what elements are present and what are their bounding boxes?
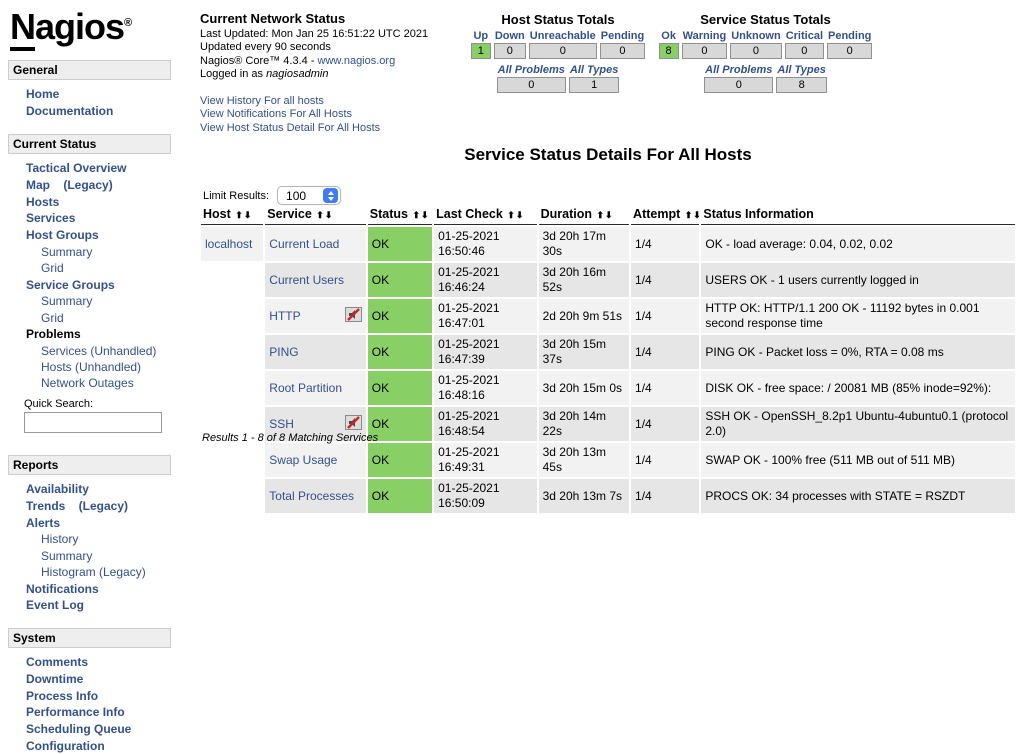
attempt-cell: 1/4 (631, 407, 699, 441)
sidebar-item-hostgroup-summary[interactable]: Summary (41, 244, 93, 259)
sidebar-item-scheduling-queue[interactable]: Scheduling Queue (26, 722, 132, 737)
last-check-cell: 01-25-2021 16:50:46 (434, 227, 537, 261)
sidebar-item-hosts[interactable]: Hosts (26, 194, 60, 209)
status-cell: OK (368, 263, 432, 297)
host-cell (201, 335, 263, 369)
service-unknown-label[interactable]: Unknown (731, 30, 781, 42)
service-totals-secondary (701, 63, 830, 94)
sidebar-label-problems: Problems (26, 327, 81, 342)
col-service: Service ⬆⬇ (265, 205, 366, 225)
limit-results-value: 100 (286, 188, 307, 203)
status-info-cell: DISK OK - free space: / 20081 MB (85% inode=92%): (701, 371, 1015, 405)
status-cell: OK (368, 227, 432, 261)
last-check-cell: 01-25-2021 16:48:16 (434, 371, 537, 405)
sidebar (8, 60, 171, 754)
service-cell[interactable] (265, 335, 366, 369)
host-link[interactable]: localhost (205, 236, 253, 251)
table-header-row (201, 205, 1015, 225)
col-host: Host ⬆⬇ (201, 205, 263, 225)
sidebar-item-hosts-unhandled[interactable]: Hosts (Unhandled) (41, 360, 142, 375)
sort-desc-icon[interactable]: ⬇ (324, 210, 333, 220)
service-link[interactable]: SSH (269, 416, 294, 431)
host-cell[interactable] (201, 227, 263, 261)
col-status: Status ⬆⬇ (368, 205, 432, 225)
service-link[interactable]: HTTP (269, 308, 301, 323)
section-general: General (8, 60, 171, 80)
last-check-cell: 01-25-2021 16:47:39 (434, 335, 537, 369)
service-pending-label[interactable]: Pending (828, 30, 872, 42)
sidebar-item-comments[interactable]: Comments (26, 655, 89, 670)
host-down-label[interactable]: Down (494, 30, 525, 42)
host-all-problems-count[interactable]: 0 (497, 77, 566, 93)
quick-search-label: Quick Search: (24, 397, 94, 410)
service-ok-count[interactable]: 8 (659, 43, 679, 59)
status-cell: OK (368, 407, 432, 441)
sidebar-item-documentation[interactable]: Documentation (26, 104, 114, 119)
service-all-problems-count[interactable]: 0 (704, 77, 773, 93)
network-status-title: Current Network Status (200, 11, 346, 26)
sort-desc-icon[interactable]: ⬇ (515, 210, 524, 220)
nagios-org-link[interactable]: www.nagios.org (317, 54, 396, 67)
host-up-count[interactable]: 1 (471, 43, 491, 59)
sidebar-item-map-legacy[interactable]: Map (Legacy) (26, 177, 113, 192)
service-pending-count[interactable]: 0 (827, 43, 872, 59)
sidebar-item-alerts-history[interactable]: History (41, 532, 79, 547)
service-ok-label[interactable]: Ok (661, 30, 676, 42)
status-info-cell: SWAP OK - 100% free (511 MB out of 511 MB) (701, 443, 1015, 477)
duration-cell: 3d 20h 15m 0s (539, 371, 629, 405)
host-unreachable-count[interactable]: 0 (529, 43, 597, 59)
attempt-cell: 1/4 (631, 227, 699, 261)
table-row (201, 371, 1015, 405)
service-link[interactable]: Current Users (269, 272, 344, 287)
duration-cell: 3d 20h 15m 37s (539, 335, 629, 369)
host-all-types-label[interactable]: All Types (569, 64, 619, 76)
table-row (201, 263, 1015, 297)
host-down-count[interactable]: 0 (494, 43, 526, 59)
service-cell[interactable] (265, 479, 366, 513)
status-cell: OK (368, 299, 432, 333)
service-cell[interactable] (265, 299, 366, 333)
attempt-cell: 1/4 (631, 335, 699, 369)
attempt-cell: 1/4 (631, 479, 699, 513)
service-warning-count[interactable]: 0 (682, 43, 728, 59)
sidebar-item-alerts-summary[interactable]: Summary (41, 548, 93, 563)
service-link[interactable]: Swap Usage (269, 452, 338, 467)
last-updated: Last Updated: Mon Jan 25 16:51:22 UTC 2021 (200, 27, 429, 40)
last-check-cell: 01-25-2021 16:49:31 (434, 443, 537, 477)
table-row (201, 227, 1015, 261)
version-line: Nagios® Core™ 4.3.4 - www.nagios.org (200, 54, 396, 67)
status-cell: OK (368, 371, 432, 405)
sort-desc-icon[interactable]: ⬇ (421, 210, 429, 220)
network-status-info (200, 12, 445, 135)
status-info-cell: OK - load average: 0.04, 0.02, 0.02 (701, 227, 1015, 261)
results-count: Results 1 - 8 of 8 Matching Services (202, 432, 379, 444)
host-up-label[interactable]: Up (473, 30, 489, 42)
last-check-cell: 01-25-2021 16:47:01 (434, 299, 537, 333)
status-cell: OK (368, 443, 432, 477)
sidebar-item-availability[interactable]: Availability (26, 482, 89, 497)
host-pending-label[interactable]: Pending (600, 30, 645, 42)
registered-mark: ® (124, 17, 132, 29)
sidebar-item-service-groups[interactable]: Service Groups (26, 277, 115, 292)
status-info-cell: HTTP OK: HTTP/1.1 200 OK - 11192 bytes in 0.001 second response time (701, 299, 1015, 333)
status-info-cell: USERS OK - 1 users currently logged in (701, 263, 1015, 297)
last-check-cell: 01-25-2021 16:48:54 (434, 407, 537, 441)
page-title: Service Status Details For All Hosts (464, 145, 752, 164)
sidebar-item-event-log[interactable]: Event Log (26, 598, 85, 613)
attempt-cell: 1/4 (631, 263, 699, 297)
sidebar-item-downtime[interactable]: Downtime (26, 671, 84, 686)
host-cell (201, 299, 263, 333)
sort-asc-icon[interactable]: ⬆ (235, 210, 243, 220)
status-cell: OK (368, 479, 432, 513)
sidebar-item-configuration[interactable]: Configuration (26, 738, 105, 753)
host-cell (201, 479, 263, 513)
service-link[interactable]: Root Partition (269, 380, 342, 395)
host-totals-grid (468, 29, 648, 60)
duration-cell: 3d 20h 17m 30s (539, 227, 629, 261)
service-all-types-count[interactable]: 8 (776, 77, 827, 93)
section-reports: Reports (8, 455, 171, 475)
host-pending-count[interactable]: 0 (600, 43, 645, 59)
logo-text: agios (35, 6, 125, 47)
service-all-types-label[interactable]: All Types (777, 64, 826, 76)
service-cell[interactable] (265, 227, 366, 261)
duration-cell: 2d 20h 9m 51s (539, 299, 629, 333)
service-critical-count[interactable]: 0 (785, 43, 824, 59)
host-totals-secondary (494, 63, 623, 94)
sort-desc-icon[interactable]: ⬇ (693, 210, 701, 220)
view-links (200, 95, 445, 136)
last-check-cell: 01-25-2021 16:50:09 (434, 479, 537, 513)
sidebar-item-performance-info[interactable]: Performance Info (26, 705, 125, 720)
sidebar-item-services[interactable]: Services (26, 211, 76, 226)
host-status-totals (438, 12, 678, 94)
service-link[interactable]: Total Processes (269, 488, 354, 503)
status-info-cell: PROCS OK: 34 processes with STATE = RSZDT (701, 479, 1015, 513)
quick-search-input[interactable] (24, 412, 162, 433)
duration-cell: 3d 20h 13m 7s (539, 479, 629, 513)
sidebar-item-notifications[interactable]: Notifications (26, 581, 99, 596)
service-status-table (199, 203, 1017, 515)
sidebar-item-network-outages[interactable]: Network Outages (41, 376, 134, 391)
status-info-cell: SSH OK - OpenSSH_8.2p1 Ubuntu-4ubuntu0.1 (protocol 2.0) (701, 407, 1015, 441)
service-cell[interactable] (265, 371, 366, 405)
attempt-cell: 1/4 (631, 371, 699, 405)
notifications-disabled-icon (345, 415, 362, 434)
host-all-problems-label[interactable]: All Problems (497, 64, 565, 76)
limit-results-label: Limit Results: (203, 189, 270, 202)
duration-cell: 3d 20h 16m 52s (539, 263, 629, 297)
sidebar-item-tactical-overview[interactable]: Tactical Overview (26, 160, 127, 175)
section-system: System (8, 628, 171, 648)
section-current-status: Current Status (8, 134, 171, 154)
sidebar-item-alerts[interactable]: Alerts (26, 515, 61, 530)
service-link[interactable]: PING (269, 344, 299, 359)
sidebar-item-home[interactable]: Home (26, 87, 60, 102)
host-cell (201, 371, 263, 405)
view-notifications-link[interactable]: View Notifications For All Hosts (200, 108, 353, 120)
sidebar-item-trends-legacy[interactable]: Trends (Legacy) (26, 498, 129, 513)
col-last-check: Last Check ⬆⬇ (434, 205, 537, 225)
view-host-status-link[interactable]: View Host Status Detail For All Hosts (200, 121, 381, 134)
service-unknown-count[interactable]: 0 (730, 43, 782, 59)
host-totals-title: Host Status Totals (501, 12, 615, 27)
select-stepper-icon (323, 188, 338, 203)
service-cell[interactable] (265, 263, 366, 297)
host-all-types-count[interactable]: 1 (569, 77, 620, 93)
col-duration: Duration ⬆⬇ (539, 205, 629, 225)
sort-asc-icon[interactable]: ⬆ (507, 210, 515, 220)
update-interval: Updated every 90 seconds (200, 41, 331, 53)
sidebar-item-hostgroup-grid[interactable]: Grid (41, 261, 64, 276)
service-cell[interactable] (265, 443, 366, 477)
duration-cell: 3d 20h 14m 22s (539, 407, 629, 441)
sidebar-item-servicegroup-summary[interactable]: Summary (41, 294, 93, 309)
service-link[interactable]: Current Load (269, 236, 340, 251)
col-attempt: Attempt ⬆⬇ (631, 205, 699, 225)
last-check-cell: 01-25-2021 16:46:24 (434, 263, 537, 297)
host-cell (201, 443, 263, 477)
table-row (201, 299, 1015, 333)
sidebar-item-servicegroup-grid[interactable]: Grid (41, 310, 64, 325)
status-cell: OK (368, 335, 432, 369)
table-row (201, 335, 1015, 369)
service-all-problems-label[interactable]: All Problems (705, 64, 773, 76)
logged-in-line: Logged in as nagiosadmin (200, 68, 329, 80)
host-cell (201, 263, 263, 297)
table-row (201, 443, 1015, 477)
sidebar-item-process-info[interactable]: Process Info (26, 688, 99, 703)
service-status-totals (648, 12, 883, 94)
service-critical-label[interactable]: Critical (785, 30, 823, 42)
view-history-link[interactable]: View History For all hosts (200, 94, 324, 107)
service-warning-label[interactable]: Warning (682, 30, 727, 42)
attempt-cell: 1/4 (631, 299, 699, 333)
nagios-logo: Nagios® (10, 6, 131, 48)
sidebar-item-alerts-histogram[interactable]: Histogram (Legacy) (41, 564, 146, 579)
service-totals-grid (656, 29, 876, 60)
sidebar-item-host-groups[interactable]: Host Groups (26, 228, 99, 243)
duration-cell: 3d 20h 13m 45s (539, 443, 629, 477)
status-info-cell: PING OK - Packet loss = 0%, RTA = 0.08 ms (701, 335, 1015, 369)
sort-asc-icon[interactable]: ⬆ (684, 210, 693, 220)
col-status-information: Status Information (701, 205, 1015, 225)
sidebar-item-services-unhandled[interactable]: Services (Unhandled) (41, 343, 157, 358)
sort-desc-icon[interactable]: ⬇ (243, 210, 252, 220)
logged-in-user: nagiosadmin (266, 68, 329, 80)
sort-asc-icon[interactable]: ⬆ (596, 210, 605, 220)
attempt-cell: 1/4 (631, 443, 699, 477)
sort-asc-icon[interactable]: ⬆ (316, 210, 324, 220)
sort-asc-icon[interactable]: ⬆ (412, 210, 421, 220)
sort-desc-icon[interactable]: ⬇ (605, 210, 613, 220)
host-unreachable-label[interactable]: Unreachable (529, 30, 596, 42)
service-totals-title: Service Status Totals (700, 12, 831, 27)
table-row (201, 479, 1015, 513)
notifications-disabled-icon (345, 307, 362, 326)
